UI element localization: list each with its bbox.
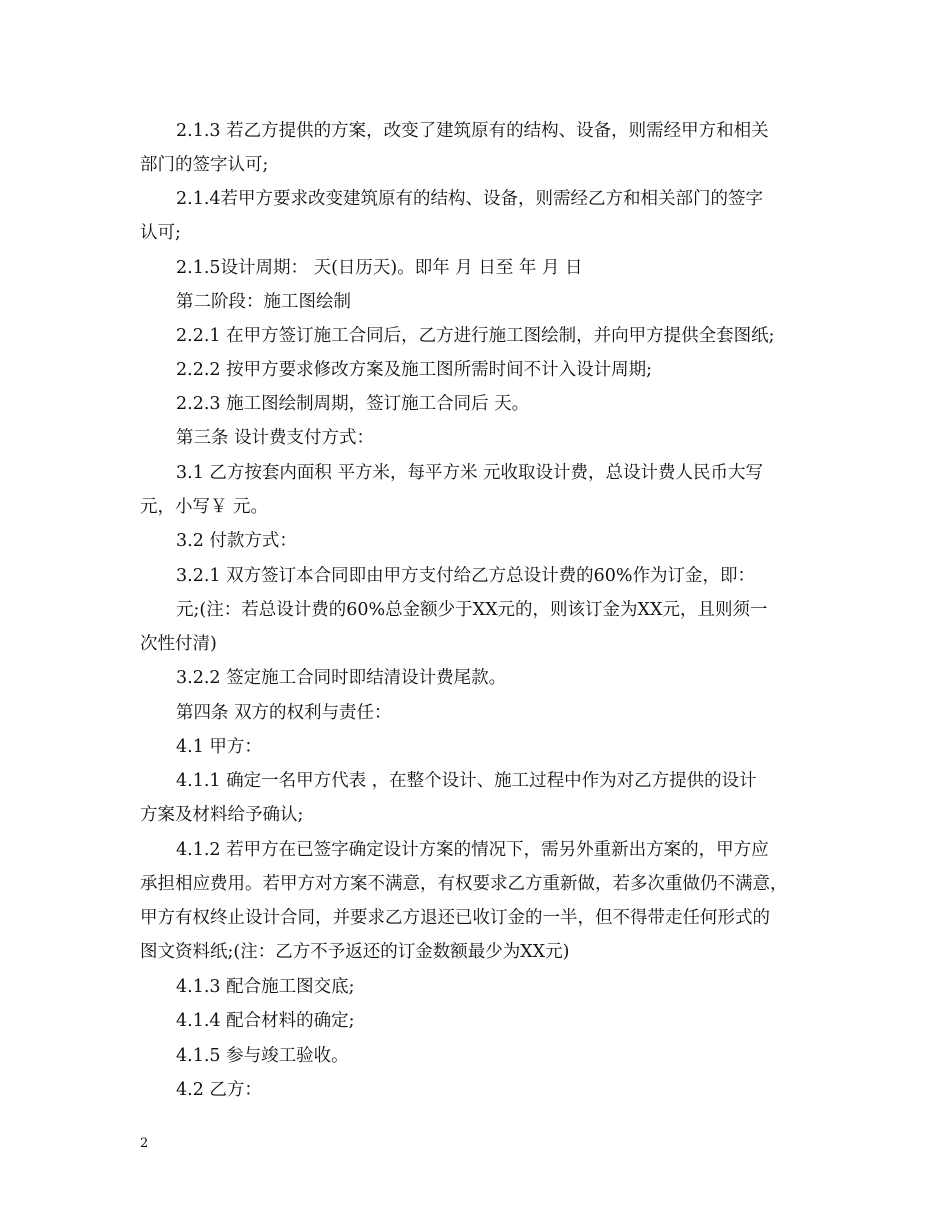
paragraph [140,1004,820,1038]
section-heading [140,285,820,319]
text-line: 4.1.1 确定一名甲方代表 ，在整个设计、施工过程中作为对乙方提供的设计 [176,771,757,791]
text-line: 次性付清) [140,634,217,654]
paragraph [140,1039,820,1073]
text-line: 3.2.1 双方签订本合同即由甲方支付给乙方总设计费的60%作为订金，即： [176,566,755,586]
text-line: 承担相应费用。若甲方对方案不满意，有权要求乙方重新做，若多次重做仍不满意， [140,874,788,894]
text-line: 4.2 乙方： [176,1080,262,1100]
text-line: 元，小写￥ 元。 [140,497,269,517]
text-line: 3.2.2 签定施工合同时即结清设计费尾款。 [176,668,507,688]
paragraph [140,456,820,524]
text-line: 认可; [140,223,181,243]
paragraph [140,319,820,353]
text-line: 4.1.4 配合材料的确定; [176,1011,355,1031]
paragraph [140,730,820,764]
text-line: 3.2 付款方式： [176,531,297,551]
paragraph [140,251,820,285]
paragraph [140,833,820,969]
text-line: 2.1.4若甲方要求改变建筑原有的结构、设备，则需经乙方和相关部门的签字 [176,189,764,209]
text-line: 方案及材料给予确认; [140,805,304,825]
paragraph [140,182,820,250]
text-line: 第三条 设计费支付方式： [176,428,375,448]
text-line: 4.1.2 若甲方在已签字确定设计方案的情况下，需另外重新出方案的，甲方应 [176,840,769,860]
page-number: 2 [140,1136,149,1151]
text-line: 2.2.3 施工图绘制周期，签订施工合同后 天。 [176,394,530,414]
text-line: 4.1.5 参与竣工验收。 [176,1046,349,1066]
paragraph [140,559,820,593]
text-line: 图文资料纸;(注：乙方不予返还的订金数额最少为XX元) [140,942,570,962]
text-line: 4.1.3 配合施工图交底; [176,977,355,997]
text-line: 第二阶段：施工图绘制 [176,292,351,312]
article-heading [140,696,820,730]
paragraph [140,593,820,661]
text-line: 2.2.2 按甲方要求修改方案及施工图所需时间不计入设计周期; [176,360,652,380]
paragraph [140,114,820,182]
paragraph [140,353,820,387]
paragraph [140,1073,820,1107]
text-line: 甲方有权终止设计合同，并要求乙方退还已收订金的一半，但不得带走任何形式的 [140,908,770,928]
paragraph [140,387,820,421]
text-line: 元;(注：若总设计费的60%总金额少于XX元的，则该订金为XX元，且则须一 [176,600,768,620]
text-line: 部门的签字认可; [140,155,269,175]
text-line: 2.2.1 在甲方签订施工合同后，乙方进行施工图绘制，并向甲方提供全套图纸; [176,326,775,346]
paragraph [140,661,820,695]
text-line: 2.1.5设计周期： 天(日历天)。即年 月 日至 年 月 日 [176,258,583,278]
paragraph [140,970,820,1004]
article-heading [140,421,820,455]
paragraph [140,764,820,832]
paragraph [140,524,820,558]
text-line: 3.1 乙方按套内面积 平方米，每平方米 元收取设计费，总设计费人民币大写 [176,463,764,483]
text-line: 2.1.3 若乙方提供的方案，改变了建筑原有的结构、设备，则需经甲方和相关 [176,121,769,141]
text-line: 4.1 甲方： [176,737,262,757]
text-line: 第四条 双方的权利与责任： [176,703,392,723]
